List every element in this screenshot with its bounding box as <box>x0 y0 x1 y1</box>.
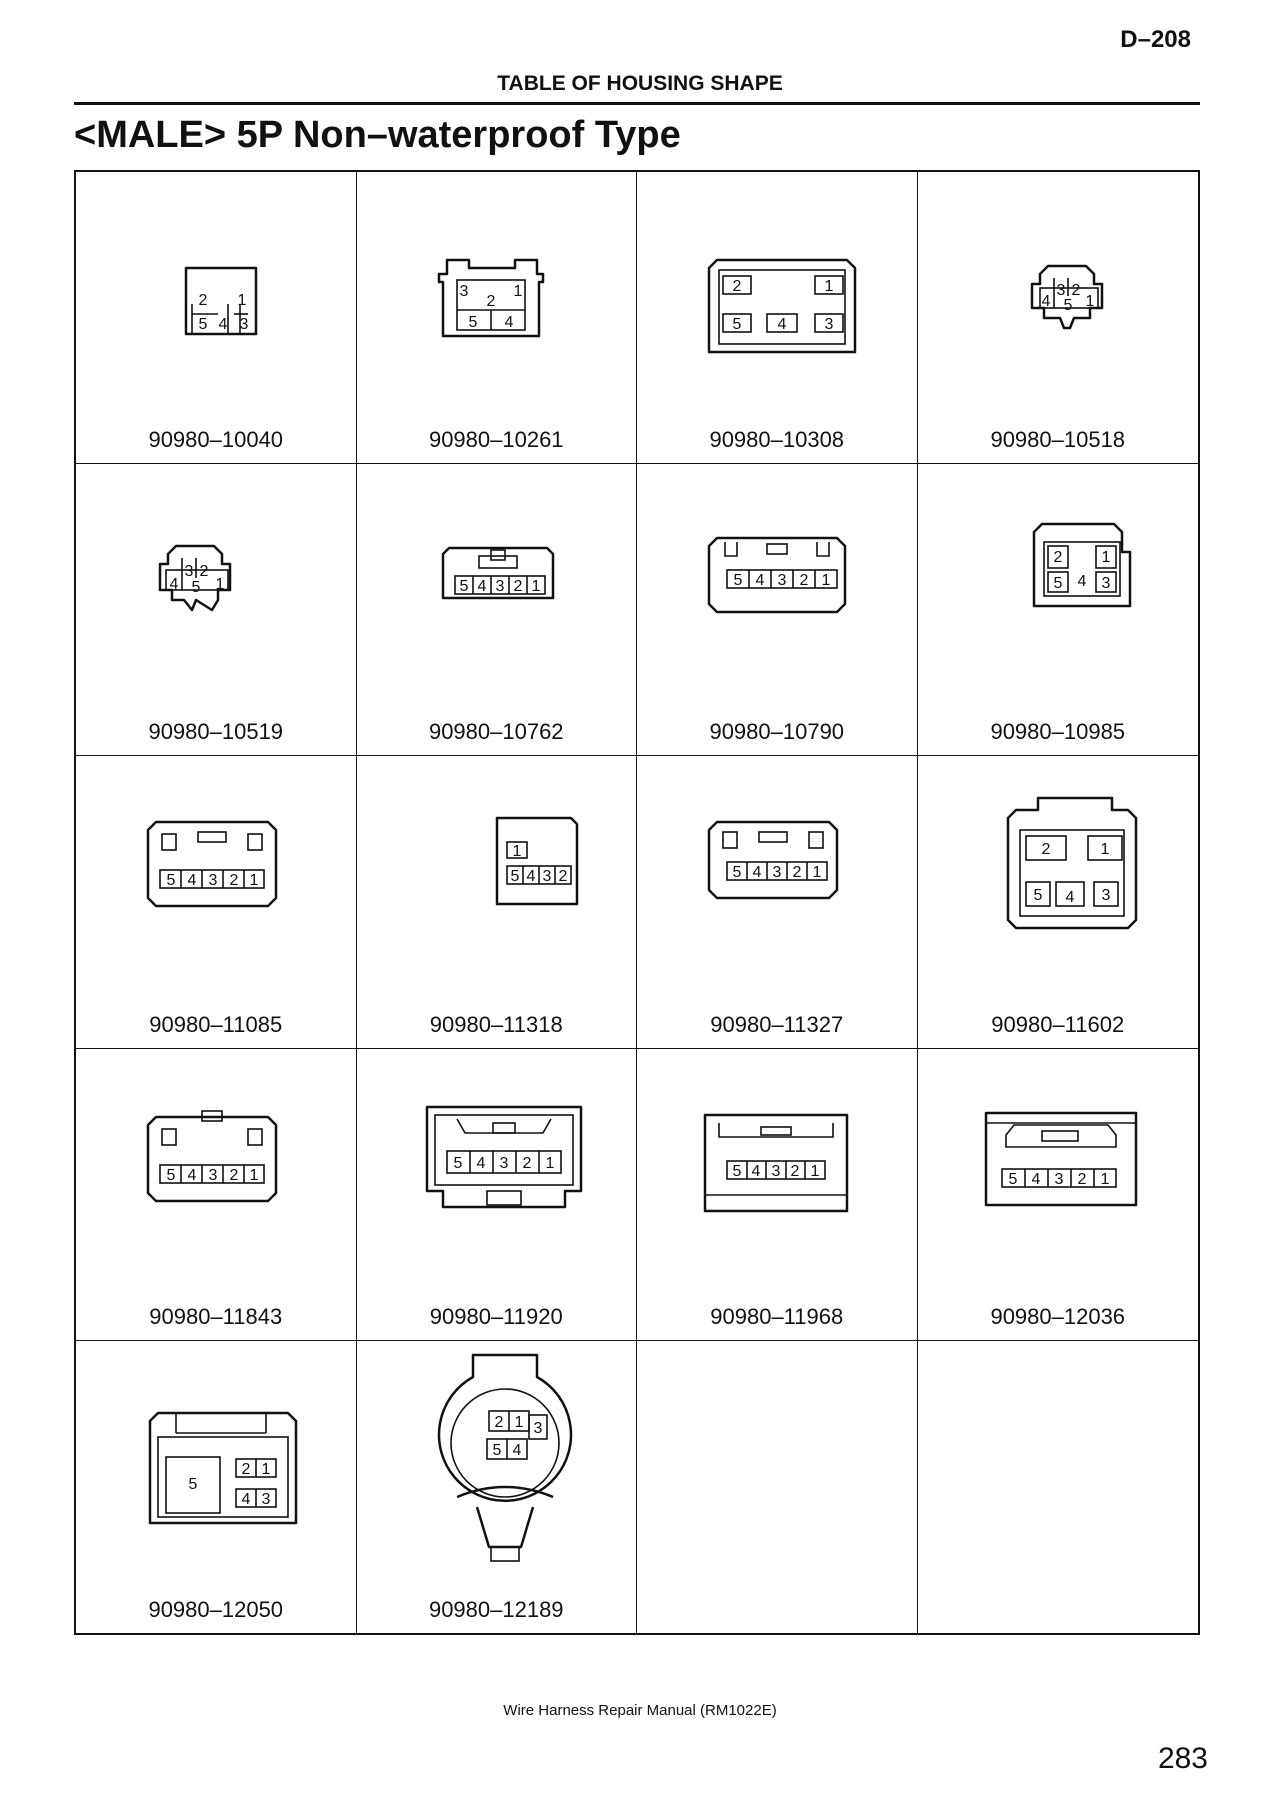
part-number: 90980–11920 <box>429 1303 563 1329</box>
pin-label: 4 <box>752 864 762 882</box>
page-code: D–208 <box>1120 26 1191 53</box>
part-number: 90980–10985 <box>990 719 1126 745</box>
pin-label: 3 <box>1054 1170 1063 1188</box>
part-number: 90980–11085 <box>149 1011 283 1037</box>
connector-cell <box>918 172 1199 464</box>
pin-label: 2 <box>1053 549 1062 567</box>
pin-label: 3 <box>771 1162 781 1180</box>
part-number: 90980–11968 <box>710 1303 844 1329</box>
pin-label: 1 <box>531 578 540 596</box>
pin-label: 3 <box>1056 282 1065 299</box>
empty-cell <box>637 1341 918 1633</box>
pin-label: 2 <box>790 1162 800 1180</box>
pin-label: 5 <box>188 1475 198 1493</box>
connector-diagram <box>417 1079 617 1319</box>
pin-label: 2 <box>792 864 802 882</box>
connector-cell <box>76 756 357 1048</box>
pin-label: 4 <box>1031 1170 1040 1188</box>
pin-label: 1 <box>810 1162 820 1180</box>
pin-label: 4 <box>504 314 513 331</box>
connector-diagram <box>697 1079 897 1319</box>
connector-diagram <box>136 494 336 734</box>
pin-label: 3 <box>239 316 249 333</box>
connector-diagram <box>978 494 1178 734</box>
pin-label: 1 <box>249 1166 259 1184</box>
pin-label: 5 <box>733 572 743 590</box>
part-number: 90980–10518 <box>990 427 1126 453</box>
connector-diagram <box>417 1347 617 1607</box>
connector-diagram <box>417 494 617 734</box>
pin-label: 1 <box>514 1413 523 1431</box>
section-title: TABLE OF HOUSING SHAPE <box>497 72 783 95</box>
pin-label: 3 <box>459 283 468 300</box>
pin-label: 1 <box>513 283 522 300</box>
part-number: 90980–10519 <box>148 719 284 745</box>
pin-label: 1 <box>545 1154 554 1172</box>
pin-label: 3 <box>208 872 218 890</box>
pin-label: 1 <box>237 292 247 309</box>
pin-label: 1 <box>1101 549 1110 567</box>
pin-label: 5 <box>732 1162 742 1180</box>
connector-diagram <box>136 1079 336 1319</box>
pin-label: 5 <box>191 579 201 597</box>
part-number: 90980–10790 <box>709 719 845 745</box>
connector-cell <box>637 172 918 464</box>
connector-diagram <box>417 202 617 442</box>
pin-label: 4 <box>751 1162 761 1180</box>
pin-label: 1 <box>215 576 225 594</box>
pin-label: 5 <box>166 1166 176 1184</box>
pin-label: 4 <box>218 316 228 333</box>
connector-cell <box>76 1049 357 1341</box>
part-number: 90980–10762 <box>428 719 564 745</box>
pin-label: 5 <box>198 316 208 333</box>
pin-label: 1 <box>1100 841 1109 859</box>
connector-diagram <box>136 786 336 1026</box>
pin-label: 1 <box>512 843 521 861</box>
part-number: 90980–11843 <box>149 1303 283 1329</box>
connector-diagram <box>978 202 1178 442</box>
connector-diagram <box>697 786 897 1026</box>
connector-diagram <box>136 202 296 442</box>
pin-label: 4 <box>169 576 179 594</box>
connector-diagram <box>697 494 897 734</box>
pin-label: 1 <box>824 278 834 295</box>
pin-label: 5 <box>1008 1170 1017 1188</box>
pin-label: 3 <box>772 864 782 882</box>
page-number: 283 <box>1157 1742 1208 1775</box>
pin-label: 1 <box>1100 1170 1109 1188</box>
pin-label: 4 <box>1077 573 1086 591</box>
pin-label: 1 <box>1085 293 1094 310</box>
pin-label: 4 <box>755 572 765 590</box>
pin-label: 5 <box>510 868 519 886</box>
part-number: 90980–10040 <box>148 427 284 453</box>
connector-diagram <box>136 1371 336 1611</box>
connector-cell <box>76 172 357 464</box>
pin-label: 5 <box>166 872 176 890</box>
pin-label: 3 <box>777 572 787 590</box>
pin-label: 2 <box>486 293 495 310</box>
pin-label: 4 <box>187 1166 197 1184</box>
pin-label: 4 <box>477 578 486 596</box>
connector-cell <box>357 172 638 464</box>
empty-cell <box>918 1341 1199 1633</box>
part-number: 90980–10308 <box>709 427 845 453</box>
part-number: 90980–11602 <box>991 1011 1125 1037</box>
connector-cell <box>637 464 918 756</box>
connector-cell <box>637 1049 918 1341</box>
pin-label: 3 <box>261 1490 271 1508</box>
pin-label: 2 <box>522 1154 531 1172</box>
header-rule <box>74 102 1200 105</box>
pin-label: 1 <box>812 864 822 882</box>
part-number: 90980–11318 <box>429 1011 563 1037</box>
connector-cell <box>637 756 918 1048</box>
pin-label: 5 <box>459 578 468 596</box>
pin-label: 2 <box>1041 841 1050 859</box>
connector-cell <box>357 1049 638 1341</box>
connector-cell <box>357 756 638 1048</box>
pin-label: 2 <box>1077 1170 1086 1188</box>
pin-label: 2 <box>494 1413 503 1431</box>
pin-label: 4 <box>777 316 787 333</box>
pin-label: 5 <box>732 316 742 333</box>
pin-label: 1 <box>249 872 259 890</box>
pin-label: 1 <box>261 1460 271 1478</box>
connector-diagram <box>978 786 1178 1026</box>
pin-label: 3 <box>542 868 551 886</box>
connector-diagram <box>417 786 617 1026</box>
footer-manual-title: Wire Harness Repair Manual (RM1022E) <box>503 1702 777 1719</box>
connector-cell <box>76 1341 357 1633</box>
page-heading: <MALE> 5P Non–waterproof Type <box>74 114 681 156</box>
pin-label: 3 <box>208 1166 218 1184</box>
connector-table <box>74 170 1200 1635</box>
pin-label: 2 <box>198 292 208 309</box>
pin-label: 2 <box>229 1166 239 1184</box>
pin-label: 2 <box>1071 282 1080 299</box>
connector-diagram <box>697 202 897 442</box>
pin-label: 4 <box>476 1154 485 1172</box>
connector-cell <box>918 756 1199 1048</box>
pin-label: 3 <box>499 1154 508 1172</box>
pin-label: 4 <box>512 1441 521 1459</box>
pin-label: 4 <box>1041 293 1050 310</box>
part-number: 90980–12189 <box>428 1597 564 1622</box>
pin-label: 1 <box>821 572 831 590</box>
connector-cell <box>357 1341 638 1633</box>
part-number: 90980–11327 <box>710 1011 844 1037</box>
pin-label: 4 <box>1065 889 1074 907</box>
pin-label: 2 <box>558 868 567 886</box>
connector-diagram <box>978 1079 1178 1319</box>
part-number: 90980–10261 <box>428 427 564 453</box>
pin-label: 2 <box>732 278 742 295</box>
pin-label: 3 <box>824 316 834 333</box>
pin-label: 4 <box>526 868 535 886</box>
pin-label: 5 <box>468 314 477 331</box>
pin-label: 2 <box>199 563 209 581</box>
part-number: 90980–12050 <box>148 1597 284 1622</box>
pin-label: 5 <box>1033 887 1042 905</box>
pin-label: 4 <box>241 1490 251 1508</box>
pin-label: 2 <box>513 578 522 596</box>
pin-label: 5 <box>1063 297 1072 314</box>
pin-label: 3 <box>1101 575 1110 593</box>
connector-cell <box>918 1049 1199 1341</box>
pin-label: 3 <box>1101 887 1110 905</box>
connector-cell <box>357 464 638 756</box>
pin-label: 3 <box>495 578 504 596</box>
pin-label: 5 <box>1053 575 1062 593</box>
pin-label: 5 <box>453 1154 462 1172</box>
pin-label: 2 <box>799 572 809 590</box>
pin-label: 3 <box>533 1419 542 1437</box>
part-number: 90980–12036 <box>990 1303 1126 1329</box>
pin-label: 5 <box>492 1441 501 1459</box>
pin-label: 5 <box>732 864 742 882</box>
connector-cell <box>76 464 357 756</box>
pin-label: 2 <box>229 872 239 890</box>
pin-label: 4 <box>187 872 197 890</box>
connector-cell <box>918 464 1199 756</box>
pin-label: 3 <box>184 563 194 581</box>
pin-label: 2 <box>241 1460 251 1478</box>
